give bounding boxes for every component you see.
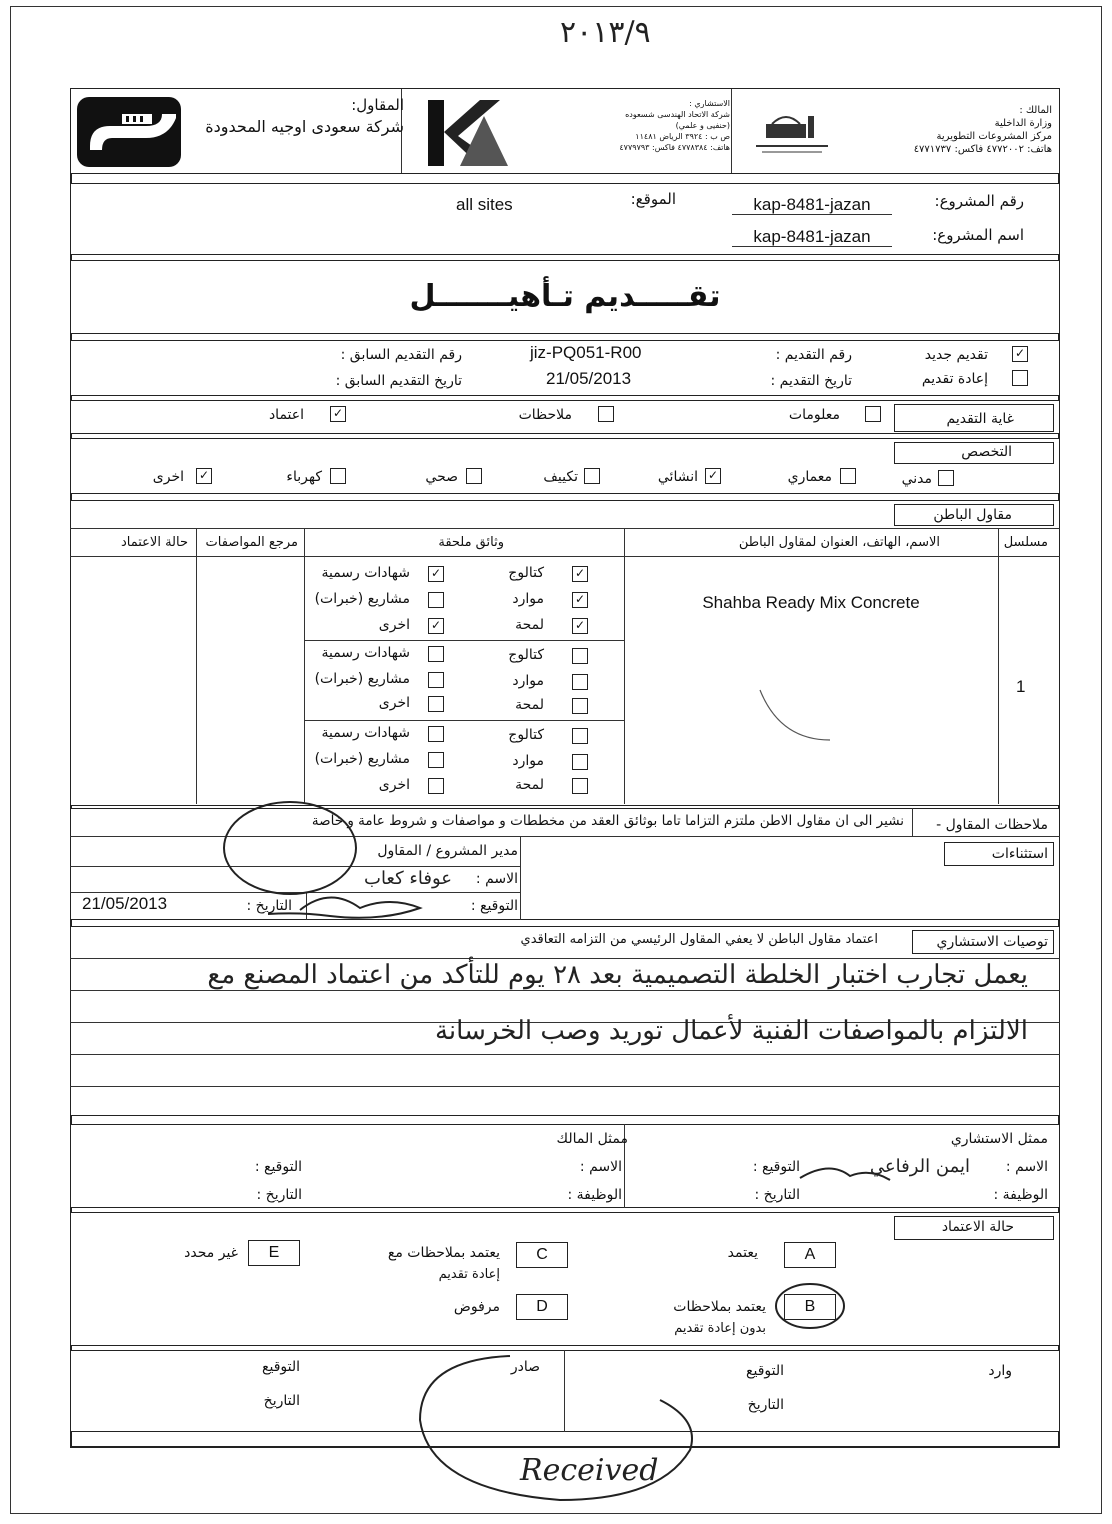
resubmission-label: إعادة تقديم xyxy=(921,371,988,387)
g2-other-checkbox[interactable] xyxy=(428,696,444,712)
code-a-box[interactable]: A xyxy=(784,1242,836,1268)
contractor-name: شركة سعودى اوجيه المحدودة xyxy=(205,117,404,136)
owner-rep-date-label: التاريخ : xyxy=(256,1187,302,1203)
g1-other-label: اخرى xyxy=(378,617,410,633)
purpose-approval-label: اعتماد xyxy=(268,407,304,423)
manager-name-value: عوفاء كعاب xyxy=(364,868,452,889)
submission-date-label: تاريخ التقديم : xyxy=(770,373,852,389)
specialty-civil-label: مدني xyxy=(901,471,932,487)
contractor-logo xyxy=(76,96,182,168)
owner-line: مركز المشروعات التطويرية xyxy=(936,131,1052,142)
specialty-hvac-label: تكييف xyxy=(543,469,578,485)
purpose-info-checkbox[interactable] xyxy=(865,406,881,422)
g1-certificates-label: شهادات رسمية xyxy=(321,565,410,581)
consultant-recs-note: اعتماد مقاول الباطن لا يعفي المقاول الرئيسي من التزامه التعاقدي xyxy=(520,932,878,947)
code-c-text: يعتمد بملاحظات مع xyxy=(387,1245,500,1261)
consultant-line: هاتف: ٤٧٧٨٣٨٤ فاكس: ٤٧٧٩٧٩٣ xyxy=(619,143,730,152)
specialty-hvac-checkbox[interactable] xyxy=(584,468,600,484)
prev-date-label: تاريخ التقديم السابق : xyxy=(335,373,462,389)
manager-name-label: الاسم : xyxy=(475,871,518,887)
top-handwritten-note: ٢٠١٣/٩ xyxy=(560,15,651,50)
project-box xyxy=(70,183,1060,255)
manager-signature-label: التوقيع : xyxy=(470,898,518,914)
consultant-line: ص ب : ٣٩٢٤ الرياض ١١٤٨١ xyxy=(635,132,730,141)
col-docs-header: وثائق ملحقة xyxy=(438,535,504,550)
code-d-text: مرفوض xyxy=(453,1299,500,1315)
new-submission-checkbox[interactable]: ✓ xyxy=(1012,346,1028,362)
g3-other-label: اخرى xyxy=(378,777,410,793)
site-value: all sites xyxy=(456,195,513,214)
g2-resources-label: موارد xyxy=(512,673,544,689)
code-e-box[interactable]: E xyxy=(248,1240,300,1266)
specialty-plumbing-checkbox[interactable] xyxy=(466,468,482,484)
consultant-rep-date-label: التاريخ : xyxy=(754,1187,800,1203)
g2-other-label: اخرى xyxy=(378,695,410,711)
purpose-notes-label: ملاحظات xyxy=(518,407,572,423)
g3-overview-checkbox[interactable] xyxy=(572,778,588,794)
g2-catalog-label: كتالوج xyxy=(508,647,544,663)
consultant-line: (حنفيى و علمي) xyxy=(675,121,730,130)
g2-overview-checkbox[interactable] xyxy=(572,698,588,714)
g3-projects-label: مشاريع (خبرات) xyxy=(314,751,410,767)
purpose-notes-checkbox[interactable] xyxy=(598,406,614,422)
g2-certificates-label: شهادات رسمية xyxy=(321,645,410,661)
contractor-notes-text: نشير الى ان مقاول الاطن ملتزم التزاما تاما بوثائق العقد من مخططات و مواصفات و شروط عامة و خاصة xyxy=(311,813,904,829)
purpose-info-label: معلومات xyxy=(788,407,840,423)
outgoing-label: صادر xyxy=(510,1359,540,1375)
specialty-architectural-label: معماري xyxy=(787,469,832,485)
owner-line: المالك : xyxy=(1019,105,1052,116)
g3-certificates-checkbox[interactable] xyxy=(428,726,444,742)
ministry-emblem xyxy=(752,106,832,156)
code-a-text: يعتمد xyxy=(727,1245,758,1261)
specialty-plumbing-label: صحي xyxy=(425,469,458,485)
manager-date-label: التاريخ : xyxy=(246,898,292,914)
subcontractor-name: Shahba Ready Mix Concrete xyxy=(702,593,920,612)
col-spec-header: مرجع المواصفات xyxy=(205,535,298,550)
g1-catalog-label: كتالوج xyxy=(508,565,544,581)
owner-rep-job-label: الوظيفة : xyxy=(567,1187,622,1203)
g1-resources-label: موارد xyxy=(512,591,544,607)
incoming-label: وارد xyxy=(988,1363,1012,1379)
subcontractor-serial: 1 xyxy=(1016,677,1026,696)
g2-projects-checkbox[interactable] xyxy=(428,672,444,688)
specialty-structural-checkbox[interactable]: ✓ xyxy=(705,468,721,484)
manager-date-value: 21/05/2013 xyxy=(82,894,168,913)
g1-other-checkbox[interactable]: ✓ xyxy=(428,618,444,634)
g1-projects-checkbox[interactable] xyxy=(428,592,444,608)
owner-rep-signature-label: التوقيع : xyxy=(254,1159,302,1175)
code-b-text2: بدون إعادة تقديم xyxy=(674,1321,766,1336)
consultant-info xyxy=(520,98,730,153)
contractor-label: المقاول: xyxy=(351,96,404,114)
g3-overview-label: لمحة xyxy=(515,777,544,793)
incoming-signature-label: التوقيع xyxy=(746,1363,784,1379)
received-scrawl: Received xyxy=(520,1453,659,1488)
project-number-value: kap-8481-jazan xyxy=(732,196,892,215)
consultant-rep-name-value: ايمن الرفاعي xyxy=(869,1156,970,1177)
approval-label: حالة الاعتماد xyxy=(941,1219,1014,1235)
col-status-header: حالة الاعتماد xyxy=(120,535,188,550)
g2-projects-label: مشاريع (خبرات) xyxy=(314,671,410,687)
col-name-header: الاسم، الهاتف، العنوان لمقاول الباطن xyxy=(738,535,940,550)
specialty-architectural-checkbox[interactable] xyxy=(840,468,856,484)
owner-line: هاتف: ٤٧٧٢٠٠٢ فاكس: ٤٧٧١٧٣٧ xyxy=(913,144,1052,155)
outgoing-date-label: التاريخ xyxy=(263,1393,300,1409)
code-c-box[interactable]: C xyxy=(516,1242,568,1268)
specialty-other-label: اخرى xyxy=(152,469,184,485)
project-name-value: kap-8481-jazan xyxy=(732,228,892,247)
prev-no-label: رقم التقديم السابق : xyxy=(340,347,462,363)
contractor-notes-label: ملاحظات المقاول - xyxy=(936,817,1048,833)
owner-rep-name-label: الاسم : xyxy=(579,1159,622,1175)
handwritten-rec-line-2: الالتزام بالمواصفات الفنية لأعمال توريد وصب الخرسانة xyxy=(434,1016,1028,1046)
code-d-box[interactable]: D xyxy=(516,1294,568,1320)
g3-resources-checkbox[interactable] xyxy=(572,754,588,770)
project-name-label: اسم المشروع: xyxy=(932,226,1024,244)
g1-catalog-checkbox[interactable]: ✓ xyxy=(572,566,588,582)
submission-no-label: رقم التقديم : xyxy=(775,347,852,363)
specialty-civil-checkbox[interactable] xyxy=(938,470,954,486)
owner-rep-label: ممثل المالك xyxy=(556,1131,628,1147)
purpose-approval-checkbox[interactable]: ✓ xyxy=(330,406,346,422)
consultant-rep-name-label: الاسم : xyxy=(1005,1159,1048,1175)
g1-certificates-checkbox[interactable]: ✓ xyxy=(428,566,444,582)
g1-resources-checkbox[interactable]: ✓ xyxy=(572,592,588,608)
submission-no-value: jiz-PQ051-R00 xyxy=(530,343,642,362)
code-b-text: يعتمد بملاحظات xyxy=(673,1299,766,1315)
g3-projects-checkbox[interactable] xyxy=(428,752,444,768)
specialty-electrical-checkbox[interactable] xyxy=(330,468,346,484)
g3-resources-label: موارد xyxy=(512,753,544,769)
consultant-rep-signature-label: التوقيع : xyxy=(752,1159,800,1175)
g2-resources-checkbox[interactable] xyxy=(572,674,588,690)
owner-info xyxy=(840,104,1052,156)
g2-certificates-checkbox[interactable] xyxy=(428,646,444,662)
specialty-structural-label: انشائي xyxy=(657,469,698,485)
g3-catalog-checkbox[interactable] xyxy=(572,728,588,744)
specialty-label: التخصص xyxy=(961,444,1012,460)
g1-overview-checkbox[interactable]: ✓ xyxy=(572,618,588,634)
g3-other-checkbox[interactable] xyxy=(428,778,444,794)
col-serial: مسلسل xyxy=(1003,535,1048,550)
g2-overview-label: لمحة xyxy=(515,697,544,713)
resubmission-checkbox[interactable] xyxy=(1012,370,1028,386)
handwritten-rec-line-1: يعمل تجارب اختبار الخلطة التصميمية بعد ٢٨ يوم للتأكد من اعتماد المصنع مع xyxy=(207,960,1028,990)
g2-catalog-checkbox[interactable] xyxy=(572,648,588,664)
consultant-recs-label: توصيات الاستشاري xyxy=(936,934,1048,950)
routing-box xyxy=(70,1350,1060,1432)
consultant-logo xyxy=(410,96,508,170)
owner-line: وزارة الداخلية xyxy=(994,118,1052,129)
submission-date-value: 21/05/2013 xyxy=(546,369,632,388)
specialty-electrical-label: كهرباء xyxy=(286,469,322,485)
g3-certificates-label: شهادات رسمية xyxy=(321,725,410,741)
subcontractor-label: مقاول الباطن xyxy=(933,507,1012,523)
manager-label: مدير المشروع / المقاول xyxy=(377,843,518,859)
project-number-label: رقم المشروع: xyxy=(934,192,1024,210)
specialty-other-checkbox[interactable]: ✓ xyxy=(196,468,212,484)
consultant-rep-label: ممثل الاستشاري xyxy=(950,1131,1048,1147)
g3-catalog-label: كتالوج xyxy=(508,727,544,743)
new-submission-label: تقديم جديد xyxy=(924,347,988,363)
exceptions-label: استثناءات xyxy=(991,846,1048,862)
consultant-line: الاستشاري : xyxy=(689,99,730,108)
form-title: تقـــــديم تـأهيـــــــل xyxy=(409,279,721,314)
site-label: الموقع: xyxy=(630,190,676,208)
code-b-box[interactable]: B xyxy=(784,1294,836,1320)
consultant-rep-job-label: الوظيفة : xyxy=(993,1187,1048,1203)
outgoing-signature-label: التوقيع xyxy=(262,1359,300,1375)
consultant-line: شركة الاتحاد الهندسى شسعوده xyxy=(625,110,730,119)
code-c-text2: إعادة تقديم xyxy=(438,1267,500,1282)
g1-overview-label: لمحة xyxy=(515,617,544,633)
g1-projects-label: مشاريع (خبرات) xyxy=(314,591,410,607)
incoming-date-label: التاريخ xyxy=(747,1397,784,1413)
purpose-label: غاية التقديم xyxy=(946,411,1014,427)
code-e-text: غير محدد xyxy=(184,1245,238,1261)
